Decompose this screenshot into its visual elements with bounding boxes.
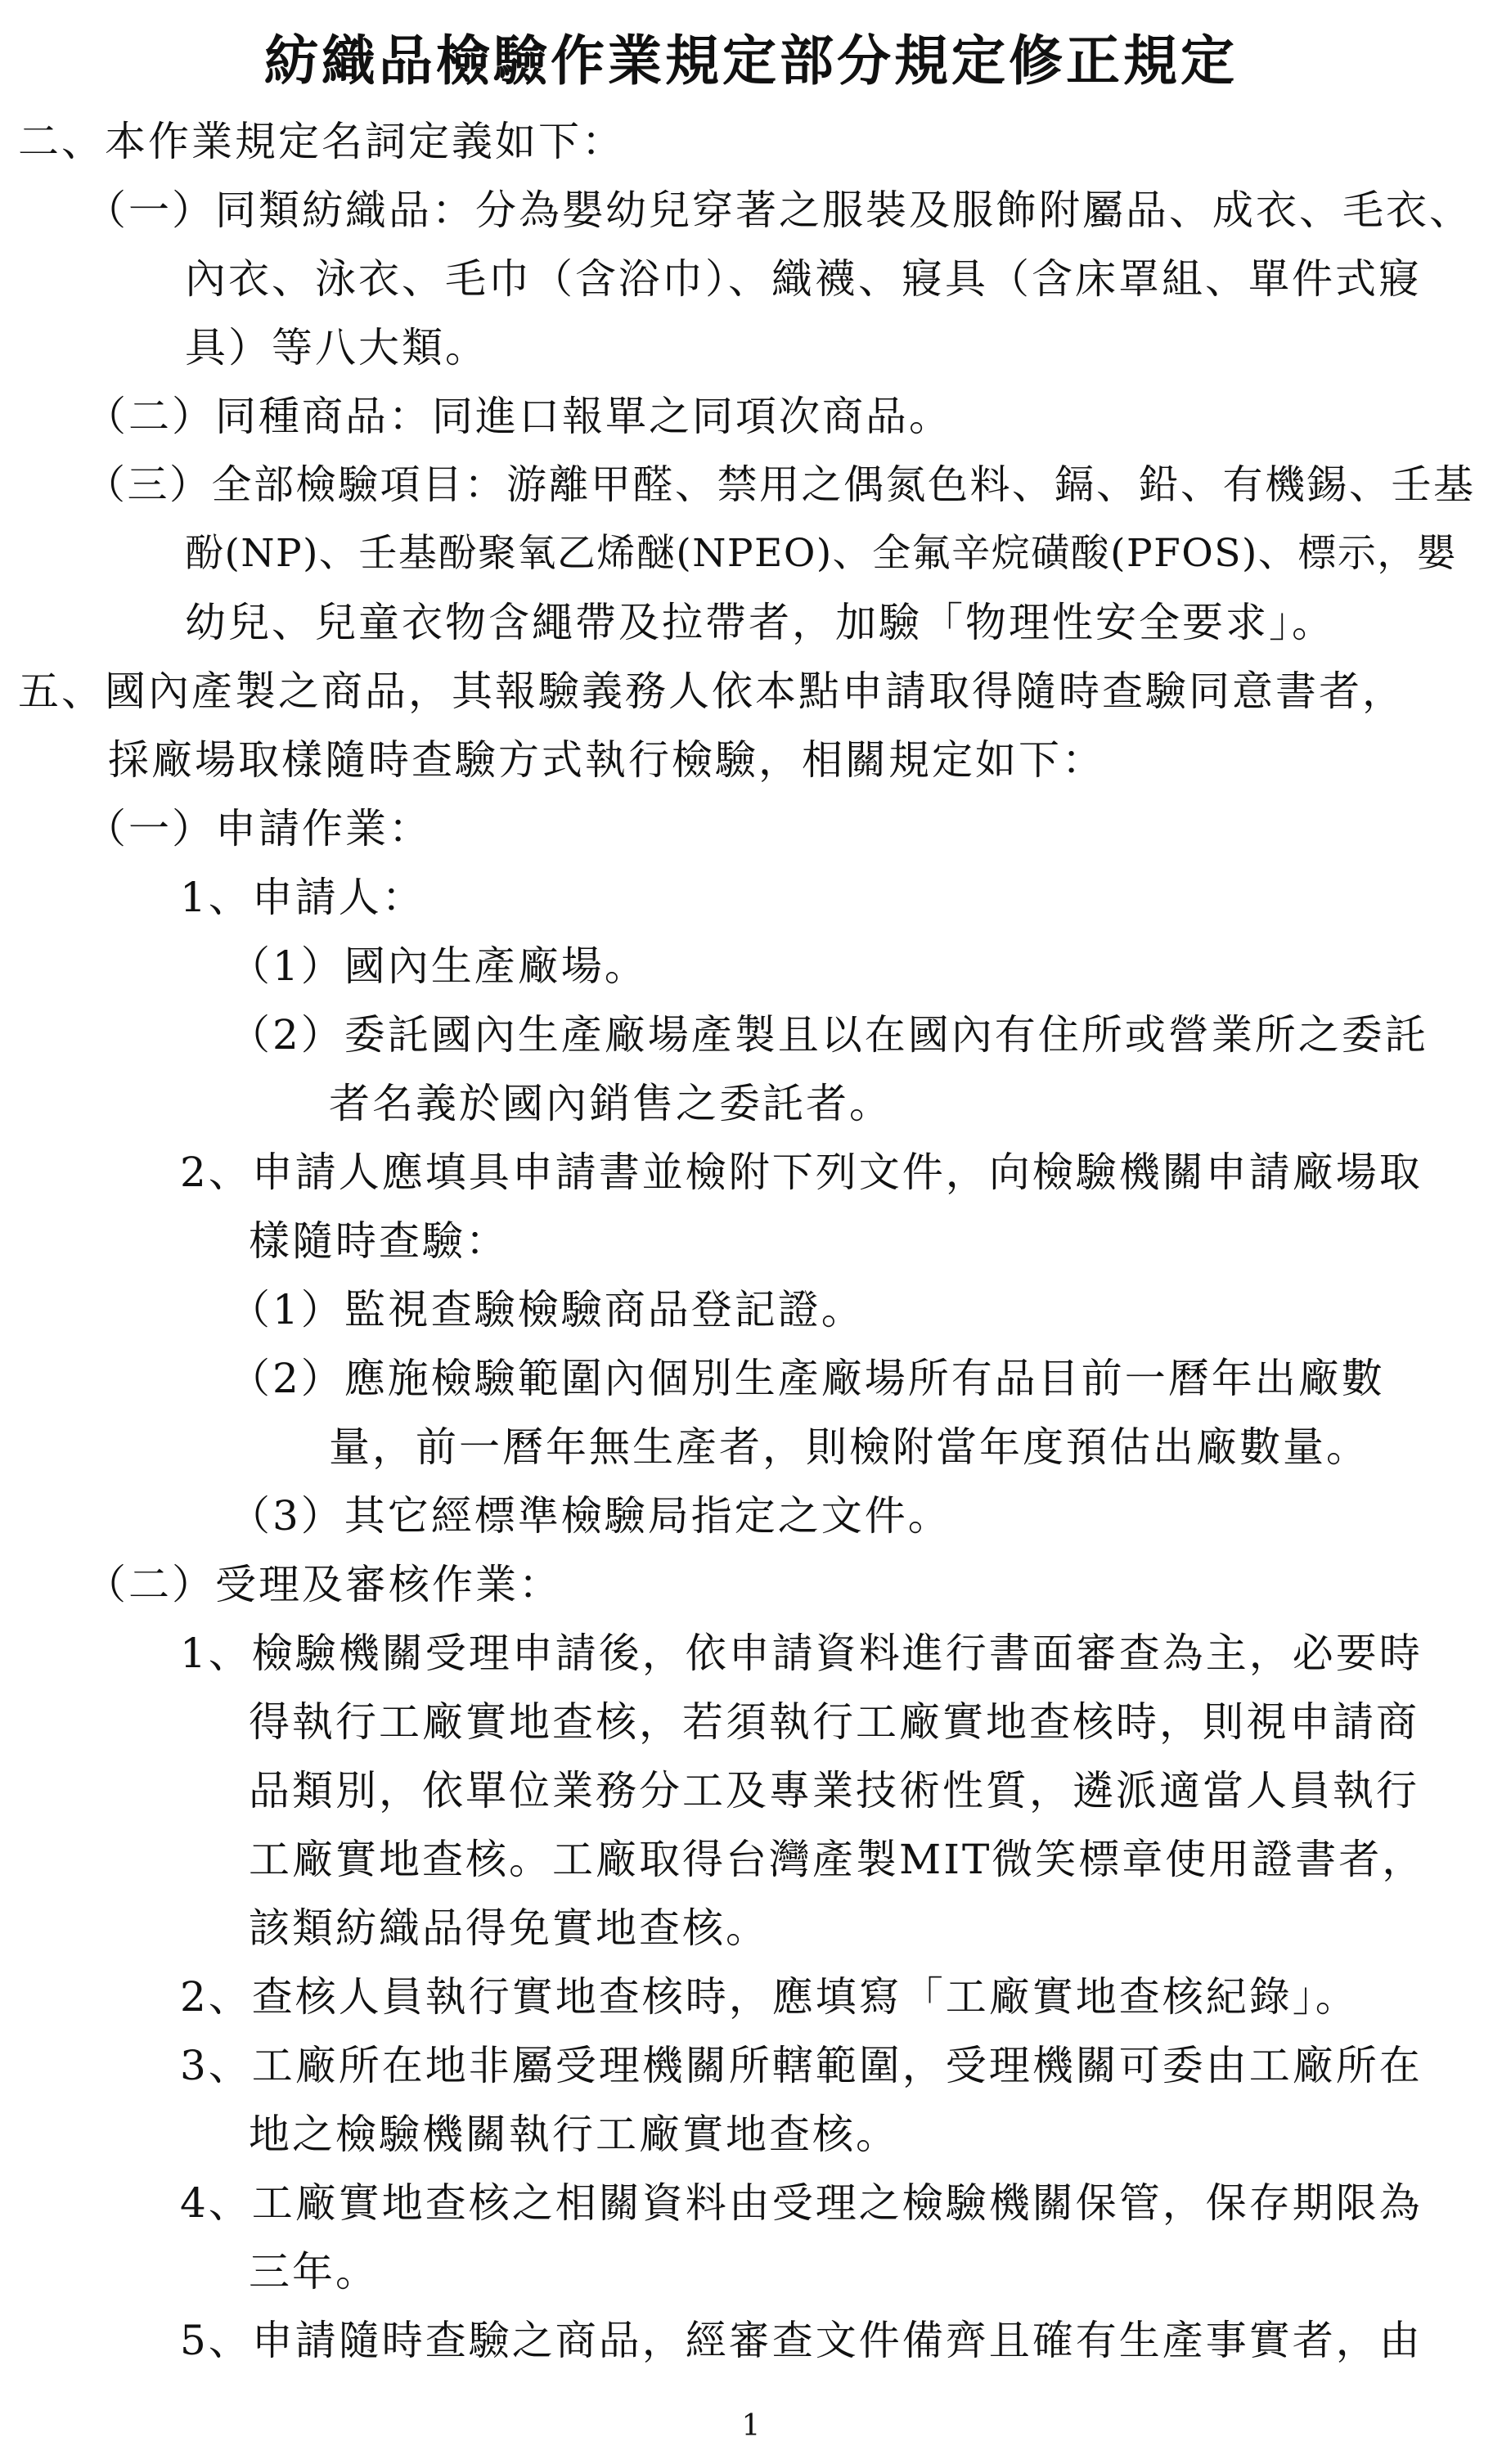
- section-5-heading: 五、國內產製之商品，其報驗義務人依本點申請取得隨時查驗同意書者，: [18, 668, 1405, 715]
- item-5-1-1-1: （1）國內生產廠場。: [229, 942, 648, 990]
- item-5-2-1-cont-3: 工廠實地查核。工廠取得台灣產製MIT微笑標章使用證書者，: [249, 1836, 1426, 1883]
- section-2-heading: 二、本作業規定名詞定義如下：: [18, 118, 625, 165]
- item-2-3: （三）全部檢驗項目：游離甲醛、禁用之偶氮色料、鎘、鉛、有機錫、壬基: [85, 461, 1476, 508]
- item-2-1-cont-1: 內衣、泳衣、毛巾（含浴巾）、織襪、寢具（含床罩組、單件式寢: [185, 255, 1422, 303]
- item-5-1-2-2: （2）應施檢驗範圍內個別生產廠場所有品目前一曆年出廠數: [229, 1355, 1385, 1402]
- item-5-2-1-cont-2: 品類別，依單位業務分工及專業技術性質，遴派適當人員執行: [249, 1767, 1419, 1814]
- item-2-2: （二）同種商品：同進口報單之同項次商品。: [85, 393, 952, 440]
- item-5-2-3: 3、工廠所在地非屬受理機關所轄範圍，受理機關可委由工廠所在: [180, 2042, 1423, 2089]
- item-5-1-2-3: （3）其它經標準檢驗局指定之文件。: [229, 1492, 951, 1540]
- item-5-2-1-cont-4: 該類紡織品得免實地查核。: [249, 1904, 769, 1952]
- item-5-1: （一）申請作業：: [85, 805, 432, 852]
- item-5-1-1-2: （2）委託國內生產廠場產製且以在國內有住所或營業所之委託: [229, 1011, 1428, 1059]
- item-5-2-1: 1、檢驗機關受理申請後，依申請資料進行書面審查為主，必要時: [180, 1630, 1423, 1677]
- item-5-2-4-cont: 三年。: [249, 2248, 379, 2295]
- item-5-1-2-cont: 樣隨時查驗：: [249, 1217, 509, 1265]
- item-2-3-cont-1: 酚(NP)、壬基酚聚氧乙烯醚(NPEO)、全氟辛烷磺酸(PFOS)、標示，嬰: [185, 531, 1457, 576]
- item-5-2-2: 2、查核人員執行實地查核時，應填寫「工廠實地查核紀錄」。: [180, 1973, 1359, 2021]
- item-5-1-2: 2、申請人應填具申請書並檢附下列文件，向檢驗機關申請廠場取: [180, 1149, 1423, 1196]
- document-title: 紡織品檢驗作業規定部分規定修正規定: [264, 29, 1238, 92]
- section-5-heading-cont: 採廠場取樣隨時查驗方式執行檢驗，相關規定如下：: [108, 736, 1105, 784]
- item-5-1-1: 1、申請人：: [180, 874, 425, 921]
- item-5-1-1-2-cont: 者名義於國內銷售之委託者。: [329, 1080, 893, 1127]
- item-2-3-cont-2: 幼兒、兒童衣物含繩帶及拉帶者，加驗「物理性安全要求」。: [185, 599, 1335, 646]
- item-5-1-2-1: （1）監視查驗檢驗商品登記證。: [229, 1286, 865, 1333]
- item-2-1: （一）同類紡織品：分為嬰幼兒穿著之服裝及服飾附屬品、成衣、毛衣、: [85, 187, 1473, 234]
- item-5-2-5: 5、申請隨時查驗之商品，經審查文件備齊且確有生產事實者，由: [180, 2317, 1423, 2364]
- item-5-2-4: 4、工廠實地查核之相關資料由受理之檢驗機關保管，保存期限為: [180, 2179, 1423, 2227]
- page-number: 1: [741, 2409, 761, 2443]
- item-5-2-3-cont: 地之檢驗機關執行工廠實地查核。: [249, 2111, 899, 2158]
- item-5-2-1-cont-1: 得執行工廠實地查核，若須執行工廠實地查核時，則視申請商: [249, 1698, 1419, 1746]
- item-2-1-cont-2: 具）等八大類。: [185, 324, 488, 371]
- item-5-2: （二）受理及審核作業：: [85, 1561, 562, 1608]
- item-5-1-2-2-cont: 量，前一曆年無生產者，則檢附當年度預估出廠數量。: [329, 1423, 1369, 1471]
